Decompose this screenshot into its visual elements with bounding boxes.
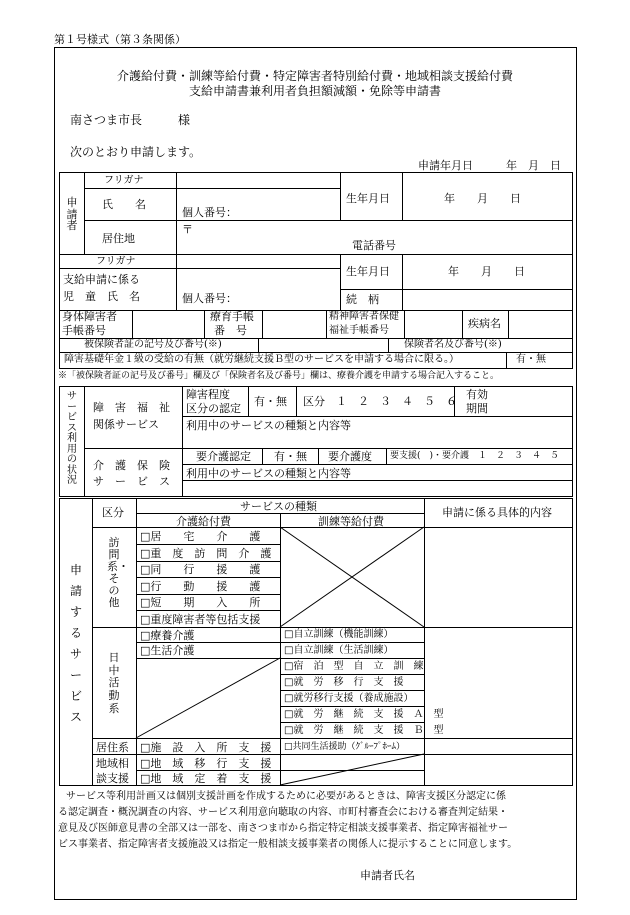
service-doko-engo[interactable]: □同 行 援 護 bbox=[140, 563, 261, 576]
service-jiritsu-kino[interactable]: □自立訓練（機能訓練） bbox=[284, 629, 394, 640]
child-label-line1: 支給申請に係る bbox=[63, 273, 140, 286]
service-seikatsu-kaigo[interactable]: □生活介護 bbox=[140, 644, 195, 657]
service-tanki-nyusho[interactable]: □短 期 入 所 bbox=[140, 596, 261, 609]
service-chiiki-iko[interactable]: □地 域 移 行 支 援 bbox=[140, 757, 272, 770]
service-hokatsu-shien[interactable]: □重度障害者等包括支援 bbox=[140, 613, 261, 626]
consent-line-4: ビス事業者、指定障害者支援施設又は指定一般相談支援事業者の関係人に提示することに同意します。 bbox=[58, 839, 518, 850]
level-scale[interactable]: 区分 １ ２ ３ ４ ５ ６ bbox=[303, 395, 457, 408]
physical-handbook-label-1: 身体障害者 bbox=[62, 310, 117, 323]
addressee: 南さつま市長 様 bbox=[70, 113, 191, 127]
service-jiritsu-seikatsu[interactable]: □自立訓練（生活訓練） bbox=[284, 645, 394, 656]
group-visit: 訪問系・その他 bbox=[107, 536, 129, 610]
care-cert-label: 要介護認定 bbox=[196, 450, 251, 463]
postal-mark: 〒 bbox=[182, 223, 193, 236]
service-judo-homon[interactable]: □重 度 訪 問 介 護 bbox=[140, 547, 272, 560]
intro-text: 次のとおり申請します。 bbox=[70, 145, 202, 159]
child-mynumber-label[interactable]: 個人番号： bbox=[182, 292, 237, 305]
mental-handbook-label-2: 福祉手帳番号 bbox=[329, 325, 389, 336]
child-relation-label: 続 柄 bbox=[346, 293, 379, 306]
group-local-2: 談支援 bbox=[96, 772, 129, 785]
care-in-use-label: 利用中のサービスの種類と内容等 bbox=[186, 467, 351, 480]
service-ryoyo-kaigo[interactable]: □療養介護 bbox=[140, 629, 195, 642]
consent-line-3: 意見及び医師意見書の全部又は一部を、南さつま市から指定特定相談支援事業者、指定障害福祉サー bbox=[58, 823, 508, 834]
group-local-1: 地域相 bbox=[96, 757, 129, 770]
service-shuro-iko[interactable]: □就 労 移 行 支 援 bbox=[284, 677, 404, 688]
ryoiku-handbook-label-1: 療育手帳 bbox=[210, 310, 254, 323]
mental-handbook-label-1: 精神障害者保健 bbox=[329, 311, 399, 322]
consent-line-2: る認定調査・概況調査の内容、サービス利用意向聴取の内容、市町村審査会における審査判定結果・ bbox=[58, 807, 508, 818]
child-dob-field[interactable]: 年 月 日 bbox=[448, 265, 525, 278]
level-label-1: 障害程度 bbox=[186, 388, 230, 401]
service-shuro-keizoku-b[interactable]: □就 労 継 続 支 援 Ｂ 型 bbox=[284, 725, 444, 736]
insured-card-label: 被保険者証の記号及び番号(※) bbox=[84, 339, 222, 350]
apply-date[interactable]: 申請年月日 年 月 日 bbox=[418, 159, 561, 172]
physical-handbook-label-2: 手帳番号 bbox=[62, 324, 106, 337]
service-kodo-engo[interactable]: □行 動 援 護 bbox=[140, 580, 261, 593]
care-label-2: サ ー ビ ス bbox=[93, 475, 170, 488]
care-level-scale[interactable]: 要支援( )・要介護 １ ２ ３ ４ ５ bbox=[390, 451, 560, 461]
care-level-label: 要介護度 bbox=[328, 450, 372, 463]
col-kunren: 訓練等給付費 bbox=[318, 515, 384, 528]
valid-label-1: 有効 bbox=[466, 388, 488, 401]
applicant-furigana-label: フリガナ bbox=[104, 175, 144, 186]
child-furigana-label: フリガナ bbox=[96, 256, 136, 267]
applicant-address-label: 居住地 bbox=[102, 232, 135, 245]
col-service-type: サービスの種類 bbox=[240, 500, 317, 513]
usage-section-label: サービス利用の状況 bbox=[67, 391, 77, 486]
disease-label: 疾病名 bbox=[468, 317, 501, 330]
col-kaigo: 介護給付費 bbox=[176, 515, 231, 528]
care-label-1: 介 護 保 険 bbox=[93, 459, 170, 472]
level-label-2: 区分の認定 bbox=[186, 402, 241, 415]
group-home: 居住系 bbox=[96, 741, 129, 754]
pension-question: 障害基礎年金１級の受給の有無（就労継続支援Ｂ型のサービスを申請する場合に限る。） bbox=[64, 354, 459, 365]
consent-line-1: サービス等利用計画又は個別支援計画を作成するために必要があるときは、障害支援区分認定に係 bbox=[66, 791, 506, 802]
child-dob-label: 生年月日 bbox=[346, 265, 390, 278]
service-shuro-iko-yosei[interactable]: □就労移行支援（養成施設） bbox=[284, 693, 414, 704]
applicant-section-label: 申請者 bbox=[66, 196, 78, 233]
group-day: 日中活動系 bbox=[108, 651, 120, 715]
service-shukuhaku-jiritsu[interactable]: □宿 泊 型 自 立 訓 練 bbox=[284, 661, 424, 672]
service-chiiki-teichaku[interactable]: □地 域 定 着 支 援 bbox=[140, 772, 272, 785]
welfare-label-2: 関係サービス bbox=[93, 418, 159, 431]
welfare-label-1: 障 害 福 祉 bbox=[93, 401, 170, 414]
child-label-line2: 児 童 氏 名 bbox=[63, 290, 140, 303]
welfare-in-use-label: 利用中のサービスの種類と内容等 bbox=[186, 419, 351, 432]
valid-label-2: 期間 bbox=[466, 402, 488, 415]
applicant-dob-field[interactable]: 年 月 日 bbox=[444, 192, 521, 205]
form-title-line2: 支給申請書兼利用者負担額減額・免除等申請書 bbox=[188, 84, 441, 98]
service-kyotaku-kaigo[interactable]: □居 宅 介 護 bbox=[140, 530, 261, 543]
col-detail: 申請に係る具体的内容 bbox=[442, 506, 552, 519]
care-cert-choice[interactable]: 有・無 bbox=[274, 450, 307, 463]
applicant-dob-label: 生年月日 bbox=[346, 192, 390, 205]
applicant-mynumber-label[interactable]: 個人番号： bbox=[182, 206, 237, 219]
applicant-phone-label: 電話番号 bbox=[352, 239, 396, 252]
services-section-label: 申請するサービス bbox=[69, 563, 82, 724]
insurance-note: ※「被保険者証の記号及び番号」欄及び「保険者名及び番号」欄は、療養介護を申請する場合記入すること。 bbox=[58, 371, 500, 381]
form-number: 第１号様式（第３条関係） bbox=[54, 33, 186, 46]
service-shisetsu-nyusho[interactable]: □施 設 入 所 支 援 bbox=[140, 741, 272, 754]
insurer-label: 保険者名及び番号(※) bbox=[404, 339, 502, 350]
form-title-line1: 介護給付費・訓練等給付費・特定障害者特別給付費・地域相談支援給付費 bbox=[116, 69, 513, 83]
signature-label[interactable]: 申請者氏名 bbox=[360, 869, 415, 882]
pension-choice[interactable]: 有・無 bbox=[516, 354, 546, 365]
level-choice[interactable]: 有・無 bbox=[254, 395, 287, 408]
applicant-name-label: 氏 名 bbox=[102, 198, 146, 211]
ryoiku-handbook-label-2: 番 号 bbox=[214, 324, 247, 337]
service-group-home[interactable]: □共同生活援助（ｸﾞﾙｰﾌﾟﾎｰﾑ） bbox=[284, 742, 406, 752]
col-category: 区分 bbox=[102, 506, 124, 519]
service-shuro-keizoku-a[interactable]: □就 労 継 続 支 援 Ａ 型 bbox=[284, 709, 444, 720]
